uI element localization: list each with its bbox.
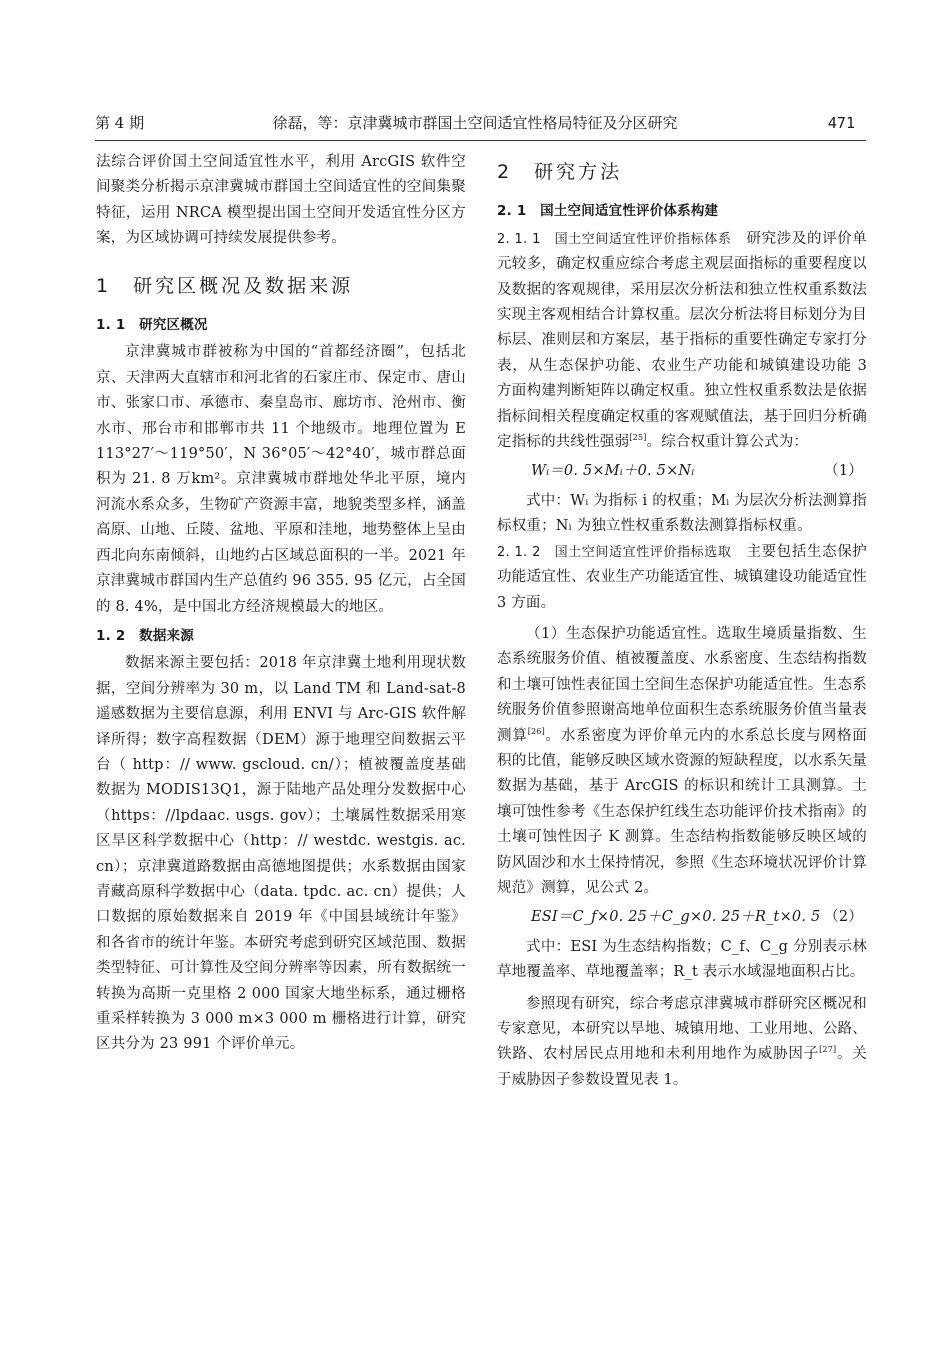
paragraph-2-1-1: 2. 1. 1 国土空间适宜性评价指标体系 研究涉及的评价单元较多，确定权重应综合考虑主观层面指标的重要程度以及数据的客观规律，采用层次分析法和独立性权重系数法实现主客观相结合计算权重。层次分析法将目标划分为目标层、准则层和方案层，基于指标的重要性确定专家打分表，从生态保护功能、农业生产功能和城镇建设功能 3 方面构建判断矩阵以确定权重。独立性权重系数法是依据指标间相关程度确定权重的客观赋值法，基于回归分析确定指标的共线性强弱[25]。综合权重计算公式为： (497, 230, 868, 451)
threat-factor-paragraph: 参照现有研究，综合考虑京津冀城市群研究区概况和专家意见，本研究以旱地、城镇用地、工业用地、公路、铁路、农村居民点用地和未利用地作为威胁因子[27]。关于威胁因子参数设置见表 1。 (497, 995, 868, 1088)
citation-27: [27] (819, 1045, 837, 1055)
right-column (497, 150, 867, 1093)
section-heading-2: 2 研究方法 (497, 161, 623, 183)
subsection-heading-1-1: 1. 1 研究区概况 (96, 317, 208, 334)
eco-protection-paragraph: （1）生态保护功能适宜性。选取生境质量指数、生态系统服务价值、植被覆盖度、水系密度、生态结构指数和土壤可蚀性表征国土空间生态保护功能适宜性。生态系统服务价值参照谢高地单位面积生态系统服务价值当量表测算[26]。水系密度为评价单元内的水系总长度与网格面积的比值，能够反映区域水资源的短缺程度，以水系矢量数据为基础，基于 ArcGIS 的标识和统计工具测算。土壤可蚀性参考《生态保护红线生态功能评价技术指南》的土壤可蚀性因子 K 测算。生态结构指数能够反映区域的防风固沙和水土保持情况，参照《生态环境状况评价计算规范》测算，见公式 2。 (497, 625, 868, 896)
left-column (96, 150, 466, 1058)
section-heading-1: 1 研究区概况及数据来源 (96, 274, 354, 297)
page-number: 471 (827, 114, 855, 132)
running-header (95, 110, 855, 140)
citation-25: [25] (629, 433, 647, 443)
running-title: 徐磊，等：京津冀城市群国土空间适宜性格局特征及分区研究 (272, 114, 678, 132)
equation-2-explanation: 式中：ESI 为生态结构指数；C_f、C_g 分别表示林草地覆盖率、草地覆盖率；R_t 表示水域湿地面积占比。 (497, 938, 867, 981)
intro-paragraph-tail: 法综合评价国土空间适宜性水平，利用 ArcGIS 软件空间聚类分析揭示京津冀城市群国土空间适宜性的空间集聚特征，运用 NRCA 模型提出国土空间开发适宜性分区方案，为区域协调可持续发展提供参考。 (96, 154, 466, 247)
data-source-paragraph: 数据来源主要包括：2018 年京津冀土地利用现状数据，空间分辨率为 30 m，以 Land TM 和 Land-sat-8 遥感数据为主要信息源，利用 ENVI 与 Arc-GIS 软件解译所得；数字高程数据（DEM）源于地理空间数据云平台（ http：// www. gscloud. cn/）；植被覆盖度基础数据为 MODIS13Q1，源于陆地产品处理分发数据中心（https：//lpdaac. usgs. gov）；土壤属性数据采用寒区旱区科学数据中心（http：// westdc. westgis. ac. cn）；京津冀道路数据由高德地图提供；水系数据由国家青藏高原科学数据中心（data. tpdc. ac. cn）提供；人口数据的原始数据来自 2019 年《中国县域统计年鉴》和各省市的统计年鉴。本研究考虑到研究区域范围、数据类型特征、可计算性及空间分辨率等因素，所有数据统一转换为高斯一克里格 2 000 国家大地坐标系，通过栅格重采样转换为 3 000 m×3 000 m 栅格进行计算，研究区共分为 23 991 个评价单元。 (96, 655, 466, 1053)
equation-1: Wᵢ＝0. 5×Mᵢ＋0. 5×Nᵢ （1） (497, 459, 867, 484)
subsection-heading-2-1: 2. 1 国土空间适宜性评价体系构建 (497, 203, 719, 220)
study-area-paragraph: 京津冀城市群被称为中国的“首都经济圈”，包括北京、天津两大直辖市和河北省的石家庄市、保定市、唐山市、张家口市、承德市、秦皇岛市、廊坊市、沧州市、衡水市、邢台市和邯郸市共 11 个地级市。地理位置为 E 113°27′～119°50′，N 36°05′～42°40′，城市群总面积为 21. 8 万km²。京津冀城市群地处华北平原，境内河流水系众多，生物矿产资源丰富，地貌类型多样，涵盖高原、山地、丘陵、盆地、平原和洼地，地势整体上呈由西北向东南倾斜，山地约占区域总面积的一半。2021 年京津冀城市群国内生产总值约 96 355. 95 亿元，占全国的 8. 4%，是中国北方经济规模最大的地区。 (96, 344, 466, 615)
citation-26: [26] (527, 726, 545, 736)
subsubsection-heading-2-1-2: 2. 1. 2 国土空间适宜性评价指标选取 (497, 544, 732, 560)
issue-label: 第 4 期 (95, 114, 145, 132)
equation-2-number: （2） (824, 909, 863, 926)
equation-1-explanation: 式中：Wᵢ 为指标 i 的权重；Mᵢ 为层次分析法测算指标权重；Nᵢ 为独立性权重系数法测算指标权重。 (497, 492, 867, 535)
paragraph-2-1-2: 2. 1. 2 国土空间适宜性评价指标选取 主要包括生态保护功能适宜性、农业生产功能适宜性、城镇建设功能适宜性 3 方面。 (497, 543, 868, 611)
equation-2: ESI＝C_f×0. 25＋C_g×0. 25＋R_t×0. 5 （2） (497, 905, 867, 930)
header-rule (95, 140, 866, 141)
subsubsection-heading-2-1-1: 2. 1. 1 国土空间适宜性评价指标体系 (497, 231, 732, 247)
subsection-heading-1-2: 1. 2 数据来源 (96, 627, 194, 644)
equation-1-number: （1） (824, 463, 863, 480)
